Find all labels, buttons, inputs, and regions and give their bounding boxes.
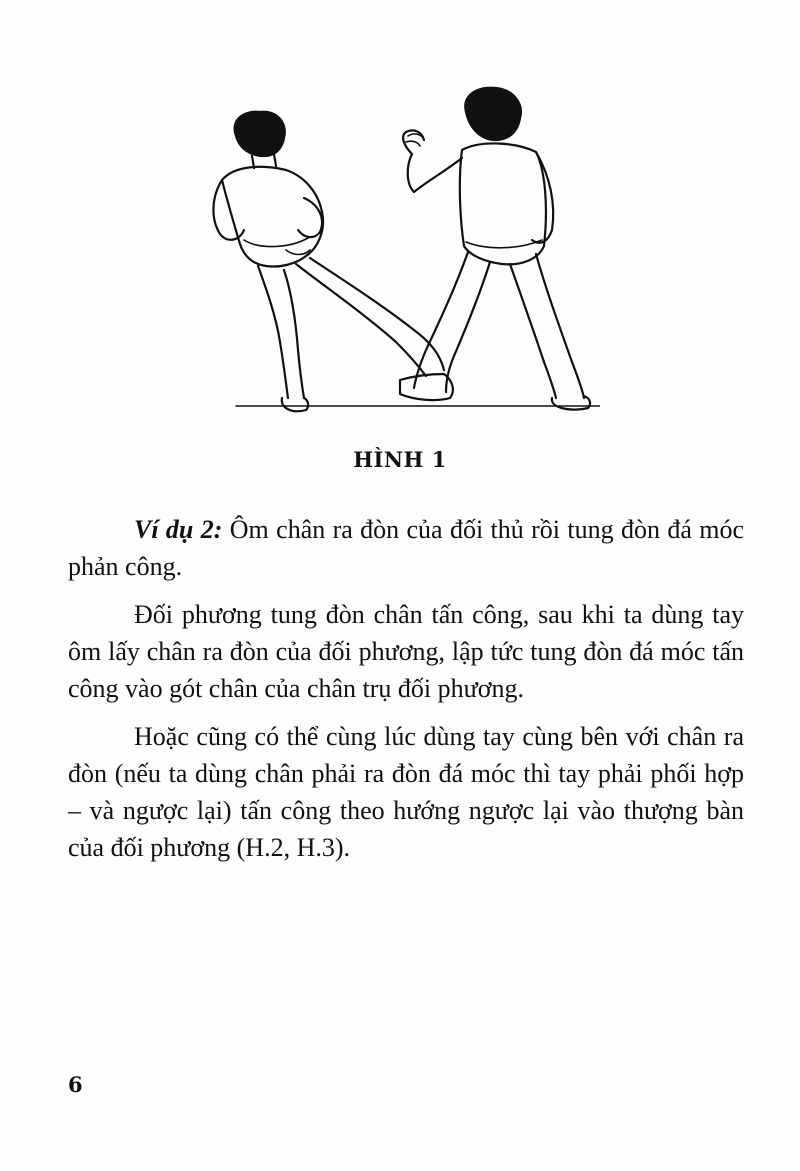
left-fighter [213, 112, 452, 412]
right-fighter [403, 88, 590, 410]
paragraph-alternative: Hoặc cũng có thể cùng lúc dùng tay cùng bên với chân ra đòn (nếu ta dùng chân phải ra đòn đá móc thì tay phải phối hợp – và ngược lại) tấn công theo hướng ngược lại vào thượng bàn của đối phương (H.2, H.3). [68, 722, 744, 862]
illustration-figure [200, 80, 600, 430]
fighters-illustration [200, 80, 600, 430]
body-text [68, 511, 744, 877]
page-number: 6 [68, 1072, 83, 1097]
figure-caption: HÌNH 1 [353, 447, 447, 472]
paragraph-example-2 [68, 511, 744, 585]
example-text: Ôm chân ra đòn của đối thủ rồi tung đòn đá móc phản công. [68, 515, 745, 581]
paragraph-explanation: Đối phương tung đòn chân tấn công, sau khi ta dùng tay ôm lấy chân ra đòn của đối phương, lập tức tung đòn đá móc tấn công vào gót chân của chân trụ đối phương. [68, 600, 744, 703]
example-label: Ví dụ 2: [134, 515, 223, 544]
